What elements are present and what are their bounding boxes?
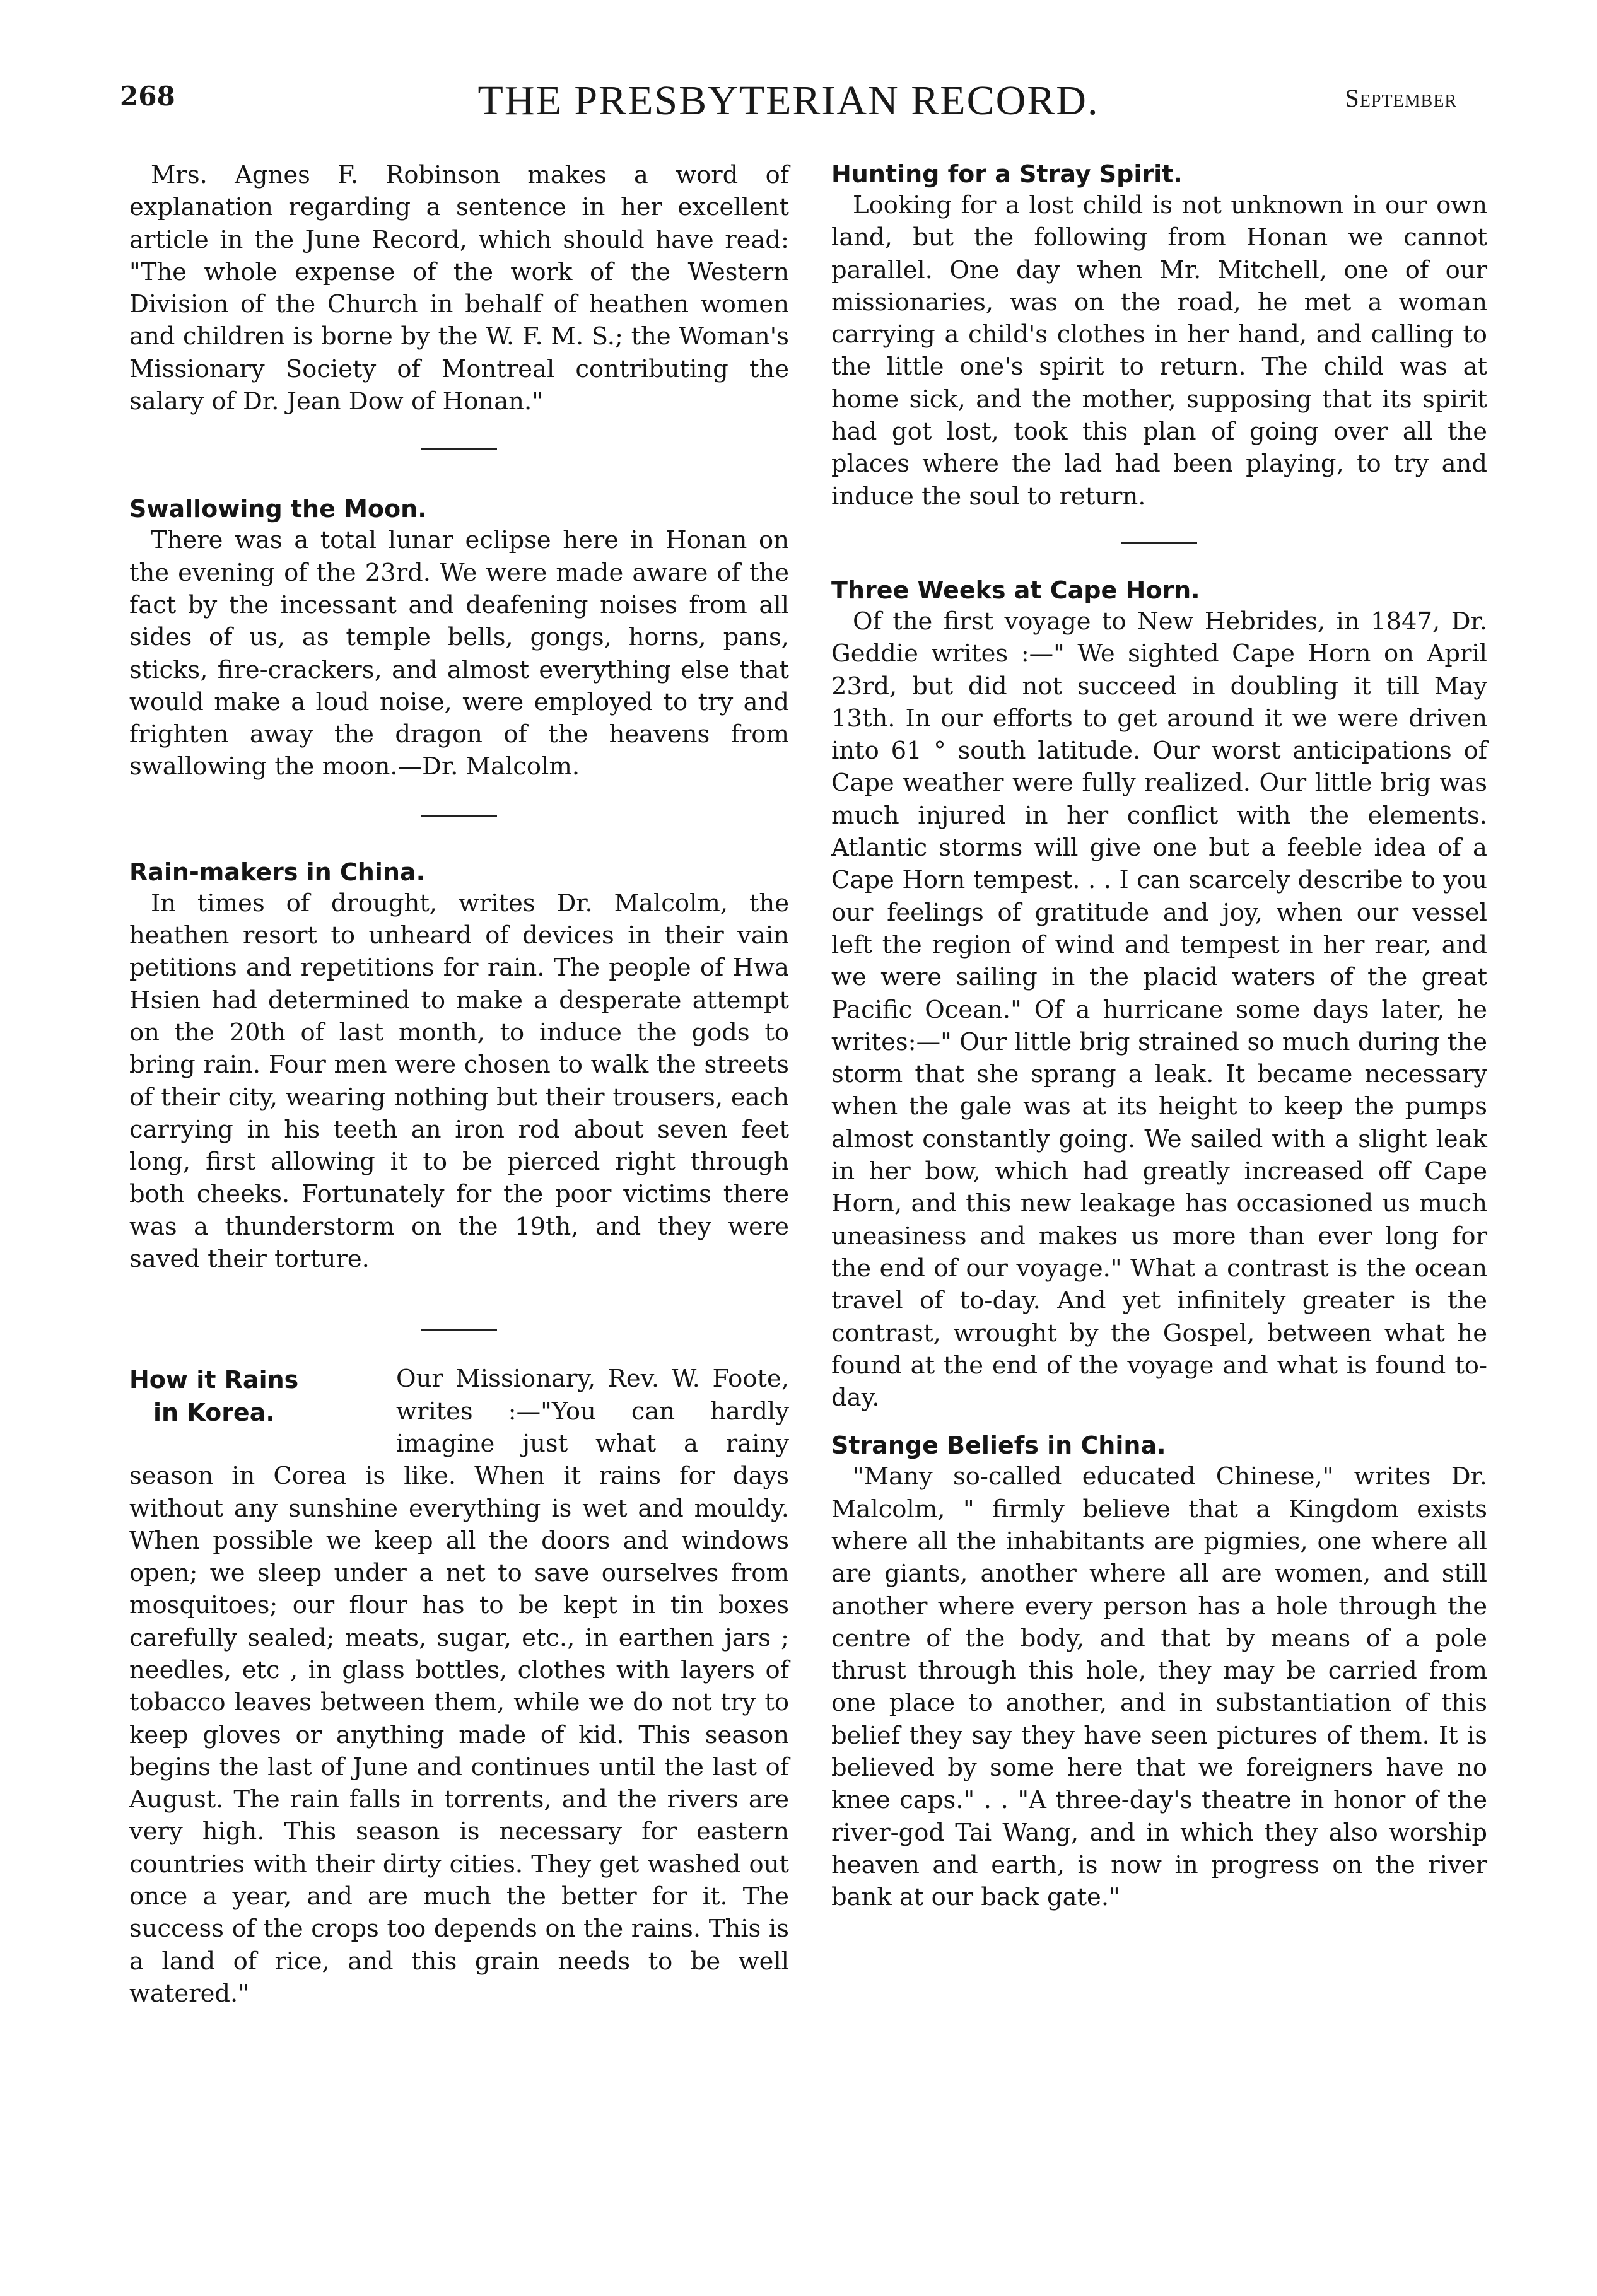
strange-beliefs-paragraph: "Many so-called educated Chinese," writes Dr. Malcolm, " firmly believe that a Kingdom exists where all the inhabitants are pigmies, one where all are giants, another where all are women, and still another where every person has a hole through the centre of the body, and that by means of a pole thrust through this hole, they may be carried from one place to another, and in substantiation of this belief they say they have seen pictures of them. It is believed by some here that we foreigners have no knee caps." . . "A three-day's theatre in honor of the river-god Tai Wang, and in which they also worship heaven and earth, is now in progress on the river bank at our back gate.": [831, 1462, 1487, 1912]
running-header: [120, 69, 1457, 126]
swallowing-moon-paragraph: There was a total lunar eclipse here in Honan on the evening of the 23rd. We were made aware of the fact by the incessant and deafening noises from all sides of us, as temple bells, gongs, horns, pans, sticks, fire-crackers, and almost everything else that would make a loud noise, were employed to try and frighten away the dragon of the heavens from swallowing the moon.—Dr. Malcolm.: [129, 526, 789, 781]
explanation-paragraph: Mrs. Agnes F. Robinson makes a word of explanation regarding a sentence in her excellent article in the June Record, which should have read: "The whole expense of the work of the Western Division of the Church in behalf of heathen women and children is borne by the W. F. M. S.; the Woman's Missionary Society of Montreal contributing the salary of Dr. Jean Dow of Honan.": [129, 161, 789, 416]
how-it-rains-paragraph: Our Missionary, Rev. W. Foote, writes :—"You can hardly imagine just what a rainy season in Corea is like. When it rains for days without any sunshine everything is wet and mouldy. When possible we keep all the doors and windows open; we sleep under a net to save ourselves from mosquitoes; our flour has to be kept in tin boxes carefully sealed; meats, sugar, etc., in earthen jars ; needles, etc , in glass bottles, clothes with layers of tobacco leaves between them, while we do not try to keep gloves or anything made of kid. This season begins the last of June and continues until the last of August. The rain falls in torrents, and the rivers are very high. This season is necessary for eastern countries with their dirty cities. They get washed out once a year, and are much the better for it. The success of the crops too depends on the rains. This is a land of rice, and this grain needs to be well watered.": [129, 1365, 789, 2008]
section-heading-rain-makers: Rain-makers in China.: [129, 858, 426, 886]
right-column: [831, 159, 1487, 1914]
journal-title: THE PRESBYTERIAN RECORD.: [477, 78, 1099, 124]
section-heading-swallowing-moon: Swallowing the Moon.: [129, 495, 427, 523]
cape-horn-paragraph: Of the first voyage to New Hebrides, in 1847, Dr. Geddie writes :—" We sighted Cape Horn on April 23rd, but did not succeed in doubling it till May 13th. In our efforts to get around it we were driven into 61 ° south latitude. Our worst anticipations of Cape weather were fully realized. Our little brig was much injured in her conflict with the elements. Atlantic storms will give one but a feeble idea of a Cape Horn tempest. . . I can scarcely describe to you our feelings of gratitude and joy, when our vessel left the region of wind and tempest in her rear, and we were sailing in the placid waters of the great Pacific Ocean." Of a hurricane some days later, he writes:—" Our little brig strained so much during the storm that she sprang a leak. It became necessary when the gale was at its height to keep the pumps almost constantly going. We sailed with a slight leak in her bow, which had greatly increased off Cape Horn, and this new leakage has occasioned us much uneasiness and makes us more than ever long for the end of our voyage." What a contrast is the ocean travel of to-day. And yet infinitely greater is the contrast, wrought by the Gospel, between what he found at the end of the voyage and what is found to-day.: [831, 607, 1487, 1413]
section-heading-stray-spirit: Hunting for a Stray Spirit.: [831, 160, 1183, 188]
issue-month: September: [1345, 84, 1457, 112]
heading-line-2: in Korea.: [153, 1398, 275, 1426]
section-heading-cape-horn: Three Weeks at Cape Horn.: [831, 576, 1200, 604]
page-number: 268: [120, 81, 175, 112]
how-it-rains-section: [129, 1363, 789, 2010]
heading-line-1: How it Rains: [129, 1366, 299, 1394]
stray-spirit-paragraph: Looking for a lost child is not unknown in our own land, but the following from Honan we cannot parallel. One day when Mr. Mitchell, one of our missionaries, was on the road, he met a woman carrying a child's clothes in her hand, and calling to the little one's spirit to return. The child was at home sick, and the mother, supposing that its spirit had got lost, took this plan of going over all the places where the lad had been playing, to try and induce the soul to return.: [831, 191, 1487, 511]
section-heading-how-it-rains: [129, 1363, 391, 1429]
left-column: [129, 159, 789, 2010]
section-heading-strange-beliefs: Strange Beliefs in China.: [831, 1431, 1166, 1460]
rain-makers-paragraph: In times of drought, writes Dr. Malcolm, the heathen resort to unheard of devices in their vain petitions and repetitions for rain. The people of Hwa Hsien had determined to make a desperate attempt on the 20th of last month, to induce the gods to bring rain. Four men were chosen to walk the streets of their city, wearing nothing but their trousers, each carrying in his teeth an iron rod about seven feet long, first allowing it to be pierced right through both cheeks. Fortunately for the poor victims there was a thunderstorm on the 19th, and they were saved their torture.: [129, 889, 789, 1274]
